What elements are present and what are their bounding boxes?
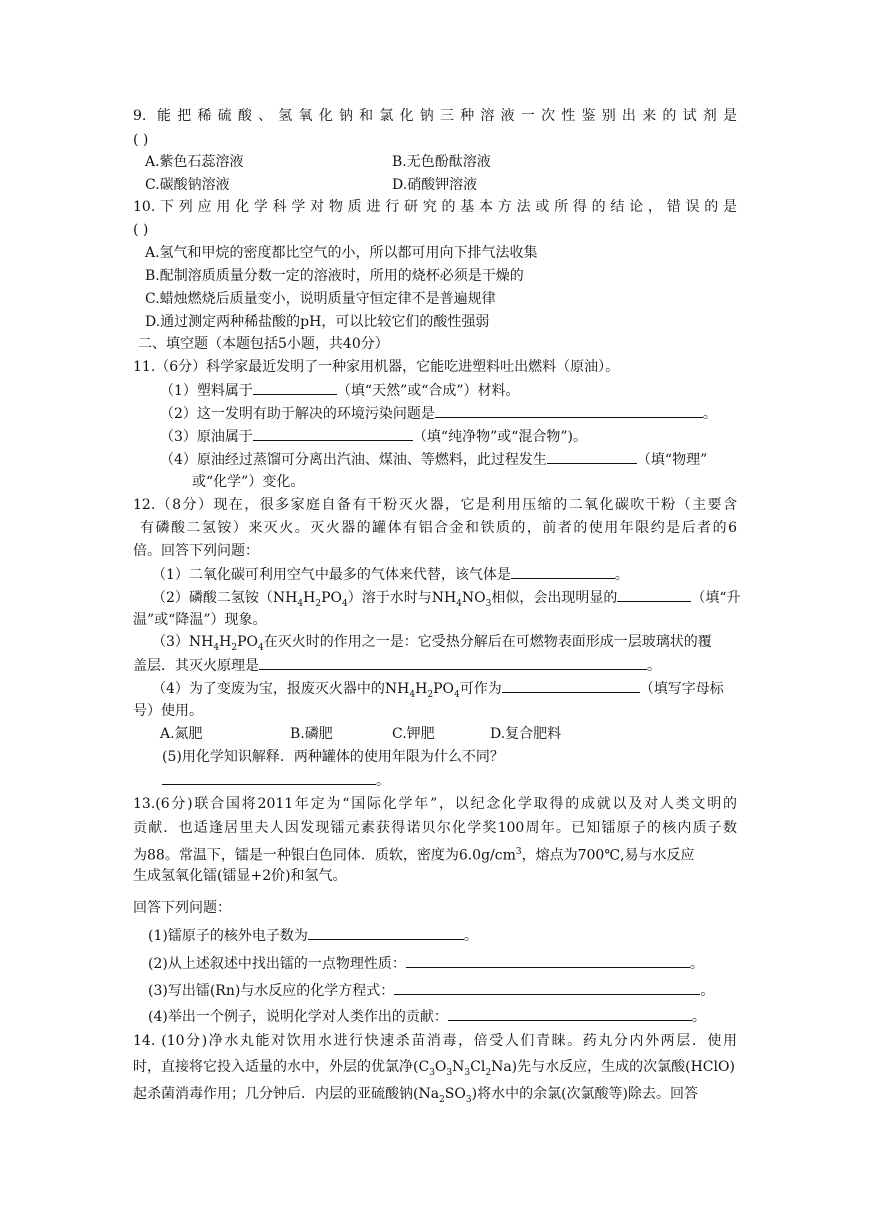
q12-stem-line3: 倍。回答下列问题： bbox=[133, 543, 259, 559]
q12-part1: （1）二氧化碳可利用空气中最多的气体来代替，该气体是 。 bbox=[152, 564, 629, 585]
q10-answer-paren: ( ) bbox=[133, 222, 149, 238]
q10-option-a: A.氢气和甲烷的密度都比空气的小，所以都可用向下排气法收集 bbox=[145, 245, 538, 261]
q14-stem-line3: 起杀菌消毒作用；几分钟后．内层的亚硫酸钠$(Na_2SO_3)$将水中的余氯(次氯酸等)除去。回答 bbox=[133, 1086, 698, 1105]
q12-option-a: A.氮肥 bbox=[160, 726, 203, 742]
q14-stem-line1: 14. (10分)净水丸能对饮用水进行快速杀苗消毒，倍受人们青睐。药丸分内外两层．使用 bbox=[133, 1033, 737, 1049]
answer-blank[interactable] bbox=[435, 403, 703, 418]
q11-part2: （2）这一发明有助于解决的环境污染问题是 。 bbox=[160, 403, 717, 424]
q13-prompt: 回答下列问题： bbox=[133, 900, 231, 916]
q12-option-c: C.钾肥 bbox=[392, 726, 435, 742]
q12-part2-cont: 温”或“降温”）现象。 bbox=[133, 612, 267, 628]
q11-part3: （3）原油属于 （填“纯净物”或“混合物”)。 bbox=[160, 426, 587, 447]
q11-part1: （1）塑料属于 （填“天然”或“合成”）材料。 bbox=[160, 380, 520, 401]
q9-option-a: A.紫色石蕊溶液 bbox=[145, 154, 244, 170]
q12-part5-answer: 。 bbox=[162, 770, 390, 791]
q13-stem-line2: 贡献．也适逢居里夫人因发现镭元素获得诺贝尔化学奖100周年。已知镭原子的核内质子数 bbox=[133, 820, 737, 836]
answer-blank[interactable] bbox=[162, 770, 376, 785]
q12-option-b: B.磷肥 bbox=[290, 726, 333, 742]
q14-stem-line2: 时，直接将它投入适量的水中，外层的优氯净$(C_3O_3N_3Cl_2Na)$先与水反应，生成的次氯酸(HClO) bbox=[133, 1059, 735, 1078]
q12-part3: $(3)NH_4H_2PO_4$在灭火时的作用之一是：它受热分解后在可燃物表面形成一层玻璃状的覆 bbox=[152, 634, 712, 653]
q13-stem-line4: 生成氢氧化镭(镭显+2价)和氢气。 bbox=[133, 868, 347, 884]
q9-option-d: D.硝酸钾溶液 bbox=[392, 177, 478, 193]
q12-part2: （2）磷酸二氢铵$(NH_4H_2PO_4)$溶于水时与$NH_4NO_3$相似，会出现明显的 （填“升 bbox=[152, 587, 741, 614]
answer-blank[interactable] bbox=[406, 953, 690, 968]
q13-part4: (4)举出一个例子，说明化学对人类作出的贡献： 。 bbox=[148, 1006, 706, 1027]
answer-blank[interactable] bbox=[394, 980, 700, 995]
q9-option-c: C.碳酸钠溶液 bbox=[145, 177, 230, 193]
q12-part5: (5)用化学知识解释．两种罐体的使用年限为什么不同？ bbox=[162, 749, 504, 765]
q12-part3-cont: 盖层．其灭火原理是 。 bbox=[133, 655, 661, 676]
answer-blank[interactable] bbox=[448, 1006, 692, 1021]
q13-part2: (2)从上述叙述中找出镭的一点物理性质： 。 bbox=[148, 953, 704, 974]
q12-part4: （4）为了变废为宝，报废灭火器中的$NH_4H_2PO_4$可作为 （填写字母标 bbox=[152, 678, 724, 705]
answer-blank[interactable] bbox=[617, 587, 691, 602]
answer-blank[interactable] bbox=[253, 426, 413, 441]
q12-stem-line1: 12.（8分）现在，很多家庭自备有干粉灭火器，它是利用压缩的二氧化碳吹干粉（主要含 bbox=[133, 497, 737, 513]
q10-option-c: C.蜡烛燃烧后质量变小，说明质量守恒定律不是普遍规律 bbox=[145, 291, 496, 307]
q9-option-b: B.无色酚酞溶液 bbox=[392, 154, 491, 170]
q9-answer-paren: ( ) bbox=[133, 132, 149, 148]
q10-option-d: D.通过测定两种稀盐酸的pH，可以比较它们的酸性强弱 bbox=[145, 314, 490, 330]
q11-part4: （4）原油经过蒸馏可分离出汽油、煤油、等燃料，此过程发生 （填“物理” bbox=[160, 449, 707, 470]
q13-part1: (1)镭原子的核外电子数为 。 bbox=[148, 925, 478, 946]
q12-part4-cont: 号）使用。 bbox=[133, 703, 203, 719]
answer-blank[interactable] bbox=[547, 449, 637, 464]
q13-stem-line3: 为88。常温下，镭是一种银白色同体．质软，密度为$6.0g/cm^3$，熔点为700℃,易与水反应 bbox=[133, 847, 695, 864]
answer-blank[interactable] bbox=[502, 678, 640, 693]
q9-stem: 9. 能把稀硫酸、氢氧化钠和氯化钠三种溶液一次性鉴别出来的试剂是 bbox=[133, 108, 737, 124]
q13-part3: (3)写出镭(Rn)与水反应的化学方程式： 。 bbox=[148, 980, 714, 1001]
q11-part4-cont: 或“化学”）变化。 bbox=[192, 474, 305, 490]
q12-option-d: D.复合肥料 bbox=[490, 726, 562, 742]
answer-blank[interactable] bbox=[259, 655, 647, 670]
q13-stem-line1: 13.(6分)联合国将2011年定为“国际化学年”，以纪念化学取得的成就以及对人类文明的 bbox=[133, 796, 737, 812]
answer-blank[interactable] bbox=[511, 564, 615, 579]
q10-option-b: B.配制溶质质量分数一定的溶液时，所用的烧杯必须是干燥的 bbox=[145, 268, 524, 284]
q11-stem: 11.（6分）科学家最近发明了一种家用机器，它能吃进塑料吐出燃料（原油）。 bbox=[133, 359, 620, 375]
q10-stem: 10.下列应用化学科学对物质进行研究的基本方法或所得的结论，错误的是 bbox=[133, 199, 737, 215]
q12-stem-line2: 有磷酸二氢铵）来灭火。灭火器的罐体有铝合金和铁质的，前者的使用年限约是后者的6 bbox=[140, 520, 737, 536]
answer-blank[interactable] bbox=[253, 380, 337, 395]
section-heading: 二、填空题（本题包括5小题，共40分） bbox=[138, 336, 389, 352]
answer-blank[interactable] bbox=[308, 925, 464, 940]
